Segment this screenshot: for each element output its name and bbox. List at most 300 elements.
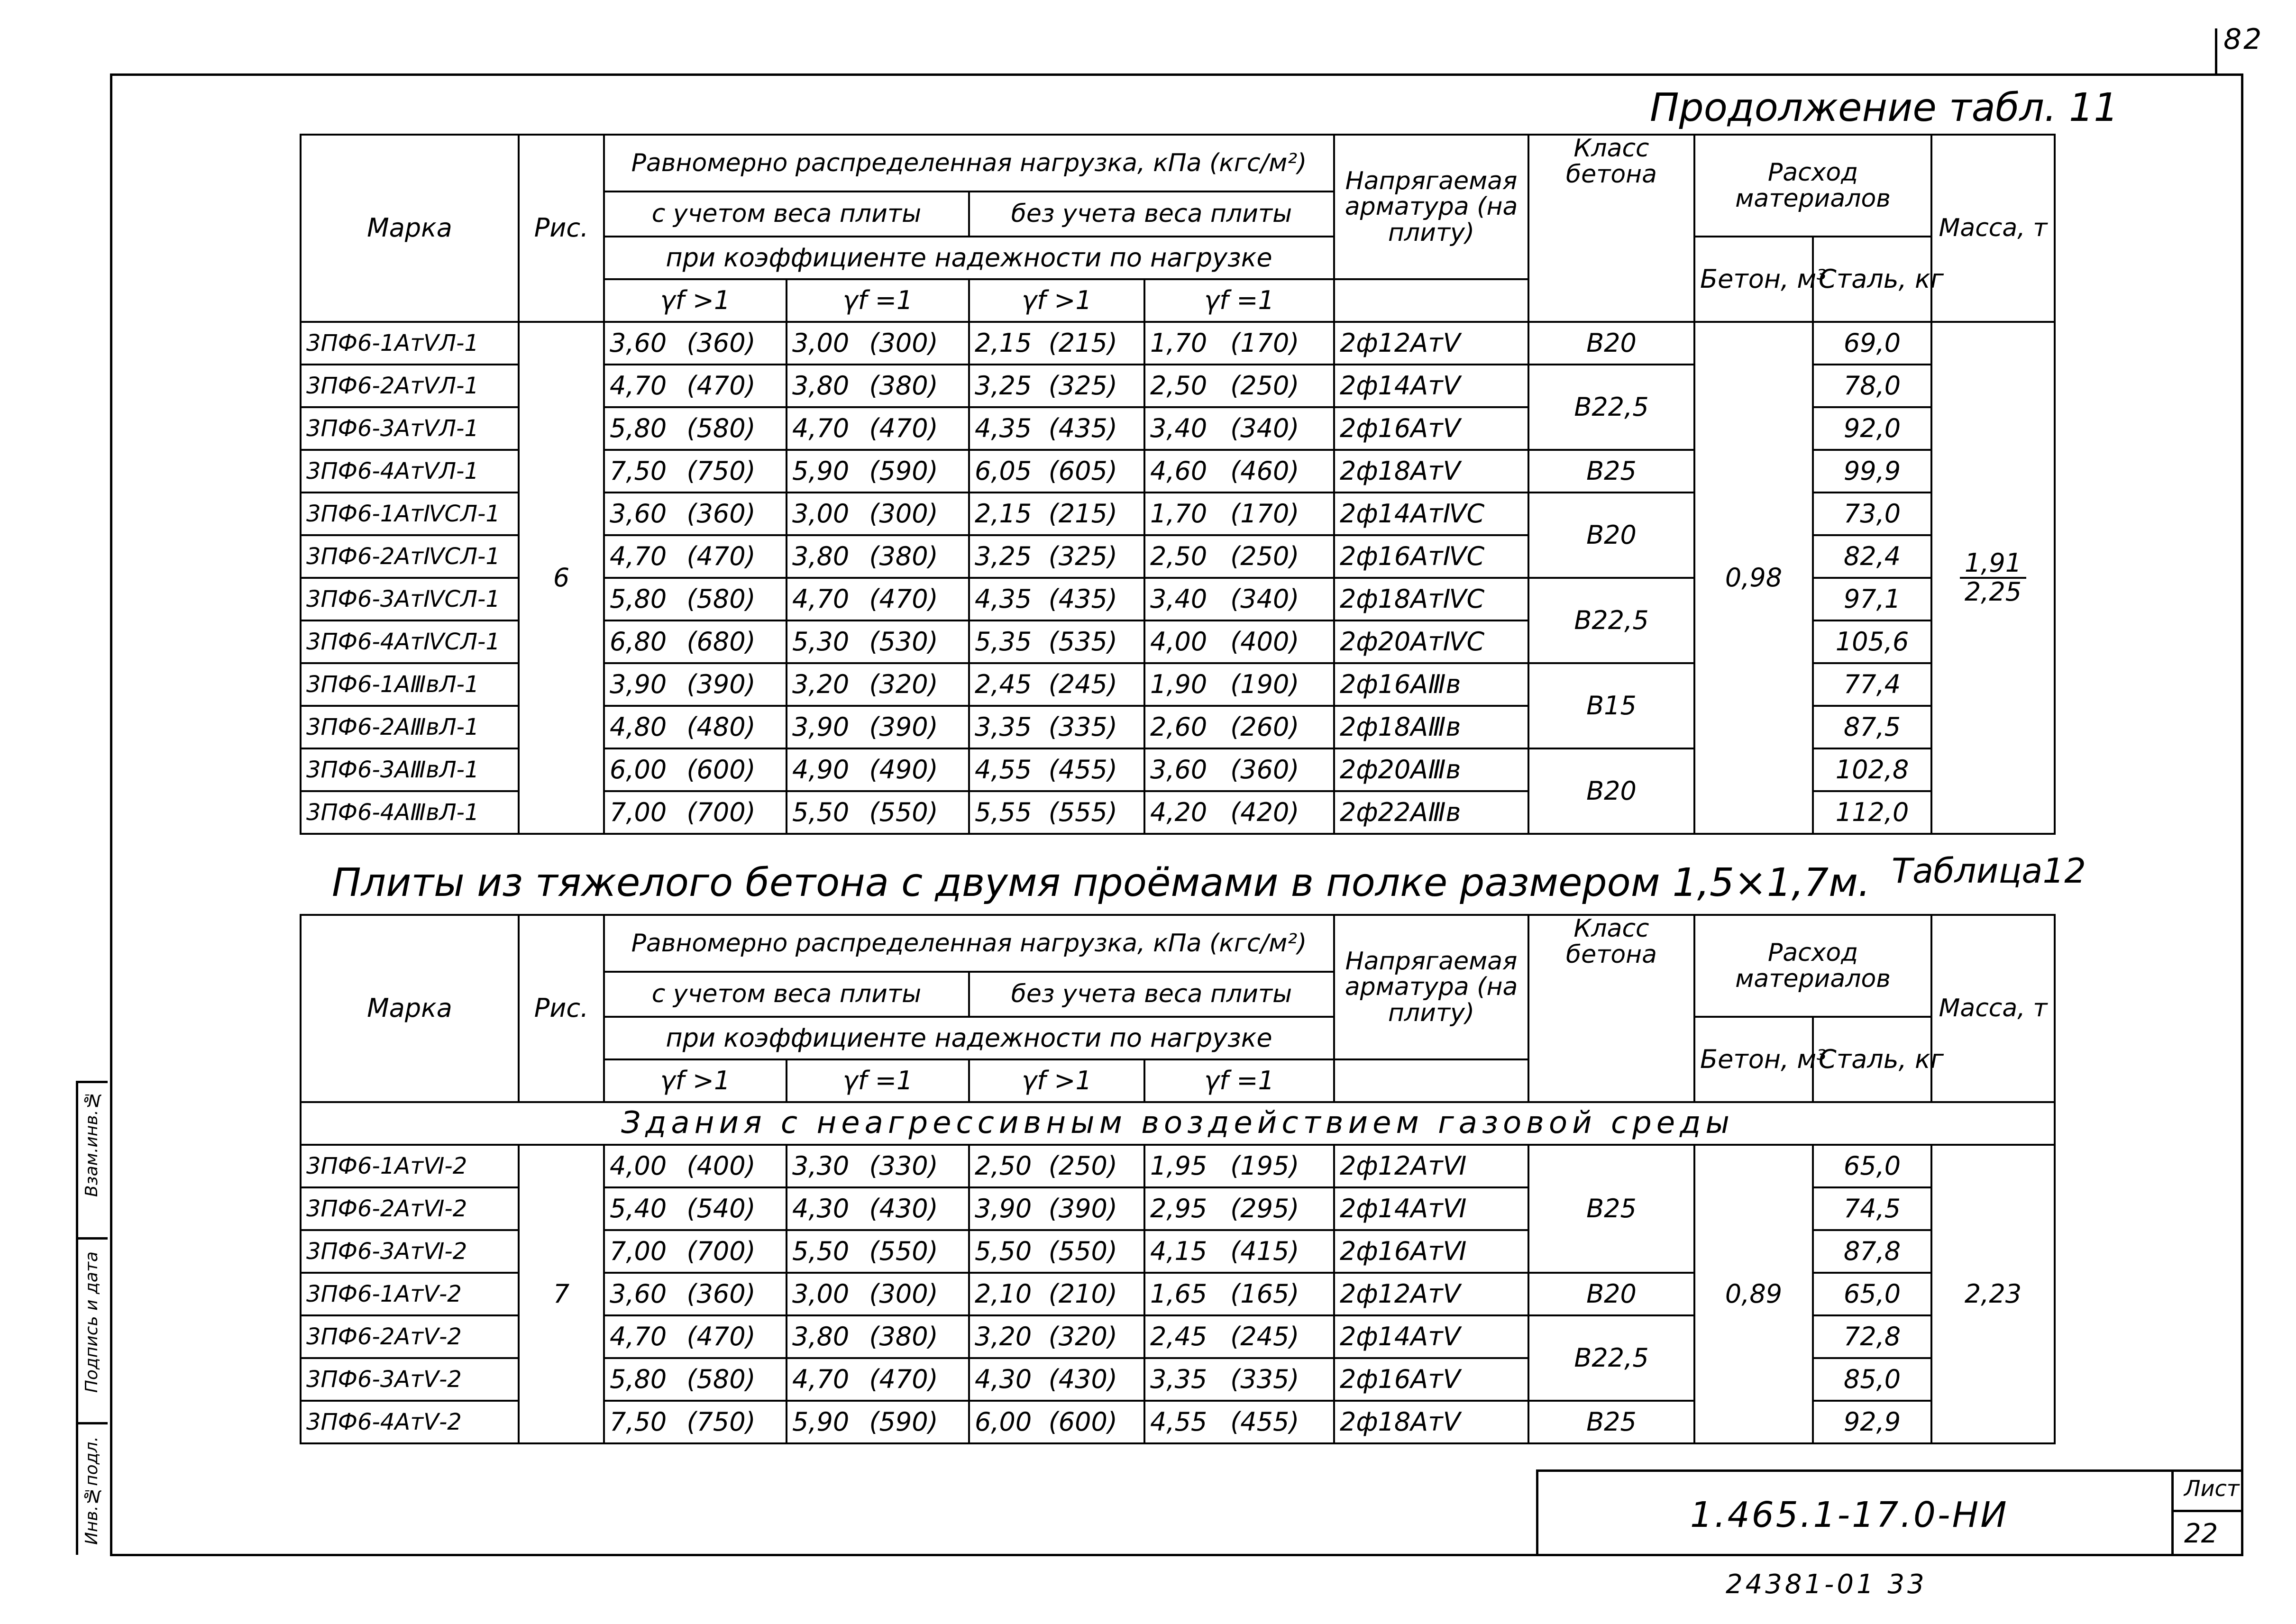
load-cell	[604, 1145, 787, 1187]
header-gf-gt1: γf >1	[604, 1059, 787, 1102]
load-kpa: 4,55	[975, 754, 1032, 785]
load-cell	[604, 1401, 787, 1443]
load-cell	[969, 1187, 1144, 1230]
header-gf-eq1: γf =1	[787, 279, 969, 322]
load-cell	[1144, 450, 1334, 493]
load-kpa: 4,70	[792, 1364, 850, 1394]
row-concrete-class: В20	[1528, 322, 1694, 365]
load-cell	[787, 493, 969, 535]
row-rebar: 2ф16АтⅣС	[1334, 535, 1528, 578]
load-cell	[604, 493, 787, 535]
row-mark: 3ПФ6-3АтⅣСЛ-1	[301, 578, 519, 620]
row-mark: 3ПФ6-1АтⅥ-2	[301, 1145, 519, 1187]
side-stamp-inventory: Инв.№подл.	[82, 1436, 101, 1545]
load-kpa: 3,60	[610, 498, 667, 529]
load-kpa: 3,30	[792, 1150, 850, 1181]
load-cell	[1144, 1401, 1334, 1443]
row-rebar: 2ф14АтⅤ	[1334, 365, 1528, 407]
row-concrete-volume: 0,98	[1694, 322, 1813, 834]
load-kgf: (300)	[869, 1278, 938, 1309]
load-kgf: (390)	[686, 669, 756, 699]
load-kpa: 4,00	[1150, 626, 1207, 657]
load-kgf: (480)	[686, 712, 756, 742]
load-kgf: (325)	[1048, 541, 1117, 571]
row-rebar: 2ф12АтⅥ	[1334, 1145, 1528, 1187]
row-mark: 3ПФ6-1АтⅤЛ-1	[301, 322, 519, 365]
load-kgf: (360)	[686, 328, 756, 358]
load-cell	[604, 663, 787, 706]
header-load: Равномерно распределенная нагрузка, кПа (кгс/м²)	[604, 915, 1334, 972]
load-cell	[787, 322, 969, 365]
load-kgf: (600)	[686, 754, 756, 785]
row-steel: 77,4	[1813, 663, 1931, 706]
row-mark: 3ПФ6-1АтⅤ-2	[301, 1273, 519, 1315]
row-mark: 3ПФ6-3АⅢвЛ-1	[301, 748, 519, 791]
load-kgf: (580)	[686, 1364, 756, 1394]
load-kpa: 4,60	[1150, 456, 1207, 486]
row-mark: 3ПФ6-2АтⅤ-2	[301, 1315, 519, 1358]
header-gf-gt1: γf >1	[969, 279, 1144, 322]
load-kpa: 2,50	[1150, 370, 1207, 401]
table-continuation-caption: Продолжение табл. 11	[1650, 85, 2119, 130]
header-without-weight: без учета веса плиты	[969, 972, 1334, 1017]
load-cell	[969, 407, 1144, 450]
load-kgf: (190)	[1230, 669, 1299, 699]
load-kpa: 4,35	[975, 413, 1032, 443]
load-kpa: 3,40	[1150, 584, 1207, 614]
load-cell	[604, 1315, 787, 1358]
header-load: Равномерно распределенная нагрузка, кПа (кгс/м²)	[604, 135, 1334, 192]
load-cell	[1144, 706, 1334, 748]
load-cell	[787, 365, 969, 407]
load-cell	[787, 1401, 969, 1443]
row-rebar: 2ф20АтⅣС	[1334, 620, 1528, 663]
load-cell	[787, 578, 969, 620]
load-cell	[787, 1315, 969, 1358]
row-steel: 85,0	[1813, 1358, 1931, 1401]
load-kpa: 2,50	[975, 1150, 1032, 1181]
load-kgf: (380)	[869, 370, 938, 401]
load-kpa: 2,60	[1150, 712, 1207, 742]
header-gf-gt1: γf >1	[604, 279, 787, 322]
load-kpa: 3,80	[792, 541, 850, 571]
row-mark: 3ПФ6-4АтⅣСЛ-1	[301, 620, 519, 663]
header-consumption: Расход материалов	[1694, 135, 1931, 237]
load-cell	[969, 1358, 1144, 1401]
load-cell	[1144, 663, 1334, 706]
load-kgf: (170)	[1230, 498, 1299, 529]
title-block	[1536, 1469, 2194, 1556]
load-kgf: (165)	[1230, 1278, 1299, 1309]
sheet-label: Лист	[2184, 1476, 2240, 1501]
header-coefficient: при коэффициенте надежности по нагрузке	[604, 1017, 1334, 1059]
load-kgf: (360)	[686, 498, 756, 529]
load-kpa: 4,70	[610, 541, 667, 571]
load-kpa: 4,30	[975, 1364, 1032, 1394]
load-cell	[1144, 578, 1334, 620]
load-kpa: 6,00	[610, 754, 667, 785]
load-kgf: (580)	[686, 413, 756, 443]
row-steel: 74,5	[1813, 1187, 1931, 1230]
load-cell	[969, 748, 1144, 791]
header-mark: Марка	[301, 135, 519, 322]
load-cell	[604, 535, 787, 578]
load-kpa: 5,40	[610, 1193, 667, 1223]
row-rebar: 2ф14АтⅥ	[1334, 1187, 1528, 1230]
load-kgf: (435)	[1048, 413, 1117, 443]
header-gf-gt1: γf >1	[969, 1059, 1144, 1102]
row-rebar: 2ф12АтⅤ	[1334, 322, 1528, 365]
load-kgf: (470)	[686, 541, 756, 571]
table-11-continuation	[300, 134, 2056, 835]
load-kpa: 4,30	[792, 1193, 850, 1223]
load-kpa: 4,15	[1150, 1236, 1207, 1266]
load-kgf: (300)	[869, 498, 938, 529]
load-kpa: 4,70	[792, 413, 850, 443]
load-cell	[969, 1273, 1144, 1315]
header-with-weight: с учетом веса плиты	[604, 192, 969, 237]
load-kgf: (470)	[686, 1321, 756, 1351]
load-cell	[787, 1358, 969, 1401]
load-kgf: (460)	[1230, 456, 1299, 486]
header-concrete: Бетон, м³	[1694, 1017, 1813, 1102]
load-kgf: (295)	[1230, 1193, 1299, 1223]
load-cell	[604, 365, 787, 407]
row-rebar: 2ф20АⅢв	[1334, 748, 1528, 791]
load-cell	[969, 663, 1144, 706]
row-concrete-class: В25	[1528, 450, 1694, 493]
load-kpa: 5,50	[975, 1236, 1032, 1266]
load-cell	[604, 407, 787, 450]
load-cell	[1144, 535, 1334, 578]
load-kgf: (170)	[1230, 328, 1299, 358]
load-kpa: 1,90	[1150, 669, 1207, 699]
load-kpa: 4,55	[1150, 1406, 1207, 1437]
row-rebar: 2ф14АтⅤ	[1334, 1315, 1528, 1358]
load-kgf: (260)	[1230, 712, 1299, 742]
load-cell	[1144, 1315, 1334, 1358]
load-kgf: (250)	[1230, 370, 1299, 401]
load-kgf: (605)	[1048, 456, 1117, 486]
load-kgf: (420)	[1230, 797, 1299, 827]
load-kgf: (360)	[686, 1278, 756, 1309]
load-kpa: 3,00	[792, 1278, 850, 1309]
bottom-number: 24381-01 33	[1726, 1569, 1927, 1600]
row-steel: 65,0	[1813, 1145, 1931, 1187]
row-concrete-class: В20	[1528, 1273, 1694, 1315]
load-cell	[1144, 407, 1334, 450]
load-kgf: (750)	[686, 1406, 756, 1437]
load-kpa: 1,65	[1150, 1278, 1207, 1309]
load-cell	[604, 450, 787, 493]
row-mark: 3ПФ6-4АтⅤ-2	[301, 1401, 519, 1443]
row-mass	[1931, 322, 2055, 834]
row-steel: 82,4	[1813, 535, 1931, 578]
load-cell	[969, 322, 1144, 365]
load-kgf: (210)	[1048, 1278, 1117, 1309]
row-steel: 87,8	[1813, 1230, 1931, 1273]
corner-number: 82	[2223, 23, 2264, 56]
header-with-weight: с учетом веса плиты	[604, 972, 969, 1017]
load-kpa: 5,30	[792, 626, 850, 657]
table-row	[301, 1145, 2055, 1187]
load-kgf: (245)	[1230, 1321, 1299, 1351]
row-concrete-volume: 0,89	[1694, 1145, 1813, 1443]
load-kpa: 3,20	[792, 669, 850, 699]
load-cell	[1144, 1273, 1334, 1315]
load-kpa: 3,35	[975, 712, 1032, 742]
side-stamp-replace: Взам.инв.№	[82, 1090, 101, 1197]
load-kpa: 6,00	[975, 1406, 1032, 1437]
row-rebar: 2ф18АⅢв	[1334, 706, 1528, 748]
row-concrete-class: В15	[1528, 663, 1694, 748]
load-kpa: 3,90	[792, 712, 850, 742]
row-mark: 3ПФ6-3АтⅥ-2	[301, 1230, 519, 1273]
load-cell	[604, 1230, 787, 1273]
load-kpa: 3,80	[792, 1321, 850, 1351]
load-kgf: (250)	[1048, 1150, 1117, 1181]
load-kgf: (590)	[869, 456, 938, 486]
load-kpa: 3,90	[975, 1193, 1032, 1223]
row-steel: 92,9	[1813, 1401, 1931, 1443]
load-cell	[787, 1273, 969, 1315]
row-mark: 3ПФ6-4АⅢвЛ-1	[301, 791, 519, 834]
header-steel: Сталь, кг	[1813, 1017, 1931, 1102]
load-cell	[1144, 1145, 1334, 1187]
row-steel: 92,0	[1813, 407, 1931, 450]
row-rebar: 2ф22АⅢв	[1334, 791, 1528, 834]
row-concrete-class: В20	[1528, 748, 1694, 834]
header-coefficient: при коэффициенте надежности по нагрузке	[604, 237, 1334, 279]
row-mark: 3ПФ6-2АтⅤЛ-1	[301, 365, 519, 407]
row-steel: 102,8	[1813, 748, 1931, 791]
load-kgf: (530)	[869, 626, 938, 657]
row-figure: 7	[519, 1145, 604, 1443]
load-kpa: 3,60	[610, 328, 667, 358]
load-kgf: (390)	[869, 712, 938, 742]
load-kpa: 3,60	[1150, 754, 1207, 785]
side-stamp-signature: Подпись и дата	[82, 1251, 101, 1393]
load-cell	[1144, 791, 1334, 834]
load-kgf: (430)	[1048, 1364, 1117, 1394]
load-kgf: (455)	[1230, 1406, 1299, 1437]
load-kgf: (700)	[686, 797, 756, 827]
load-kpa: 3,25	[975, 370, 1032, 401]
load-kgf: (215)	[1048, 498, 1117, 529]
load-kgf: (340)	[1230, 413, 1299, 443]
load-cell	[787, 748, 969, 791]
load-kpa: 1,95	[1150, 1150, 1207, 1181]
load-kpa: 2,10	[975, 1278, 1032, 1309]
load-kgf: (360)	[1230, 754, 1299, 785]
load-cell	[969, 578, 1144, 620]
header-fig: Рис.	[519, 135, 604, 322]
load-cell	[604, 620, 787, 663]
row-steel: 78,0	[1813, 365, 1931, 407]
row-rebar: 2ф12АтⅤ	[1334, 1273, 1528, 1315]
row-mark: 3ПФ6-4АтⅤЛ-1	[301, 450, 519, 493]
load-kgf: (470)	[686, 370, 756, 401]
load-cell	[604, 1187, 787, 1230]
load-kpa: 2,45	[1150, 1321, 1207, 1351]
row-concrete-class: В25	[1528, 1401, 1694, 1443]
row-rebar: 2ф16АⅢв	[1334, 663, 1528, 706]
row-mark: 3ПФ6-2АтⅣСЛ-1	[301, 535, 519, 578]
load-cell	[969, 1315, 1144, 1358]
load-cell	[604, 322, 787, 365]
load-kpa: 7,00	[610, 797, 667, 827]
load-kpa: 6,80	[610, 626, 667, 657]
row-mark: 3ПФ6-1АтⅣСЛ-1	[301, 493, 519, 535]
load-kpa: 4,90	[792, 754, 850, 785]
header-rebar-empty	[1334, 1059, 1528, 1102]
row-steel: 87,5	[1813, 706, 1931, 748]
load-kgf: (340)	[1230, 584, 1299, 614]
frame-tick	[2215, 28, 2217, 73]
load-cell	[787, 663, 969, 706]
load-kgf: (700)	[686, 1236, 756, 1266]
load-kpa: 4,70	[610, 1321, 667, 1351]
load-kpa: 2,15	[975, 498, 1032, 529]
load-kgf: (320)	[869, 669, 938, 699]
load-cell	[969, 1145, 1144, 1187]
header-gf-eq1: γf =1	[1144, 1059, 1334, 1102]
load-kgf: (380)	[869, 1321, 938, 1351]
load-cell	[969, 450, 1144, 493]
load-kgf: (400)	[686, 1150, 756, 1181]
load-cell	[787, 535, 969, 578]
row-mass: 2,23	[1931, 1145, 2055, 1443]
load-kgf: (320)	[1048, 1321, 1117, 1351]
load-cell	[1144, 493, 1334, 535]
header-rebar-empty	[1334, 279, 1528, 322]
row-figure: 6	[519, 322, 604, 834]
load-kgf: (415)	[1230, 1236, 1299, 1266]
load-kgf: (470)	[869, 413, 938, 443]
header-concrete-class: Класс бетона	[1528, 135, 1694, 322]
document-code: 1.465.1-17.0-НИ	[1690, 1495, 2009, 1535]
header-consumption: Расход материалов	[1694, 915, 1931, 1017]
load-kpa: 4,80	[610, 712, 667, 742]
header-concrete: Бетон, м³	[1694, 237, 1813, 322]
load-cell	[969, 620, 1144, 663]
header-mark: Марка	[301, 915, 519, 1102]
load-kpa: 1,70	[1150, 328, 1207, 358]
load-kgf: (430)	[869, 1193, 938, 1223]
load-cell	[604, 578, 787, 620]
load-cell	[969, 535, 1144, 578]
table-12-title: Плиты из тяжелого бетона с двумя проёмами в полке размером 1,5×1,7м.	[332, 860, 1871, 905]
load-kpa: 2,45	[975, 669, 1032, 699]
mass-value-1: 1,91	[1960, 550, 2026, 579]
section-row: Здания с неагрессивным воздействием газовой среды	[301, 1102, 2055, 1145]
row-rebar: 2ф16АтⅥ	[1334, 1230, 1528, 1273]
load-kgf: (550)	[869, 1236, 938, 1266]
sheet-number: 22	[2184, 1518, 2218, 1549]
load-kgf: (550)	[869, 797, 938, 827]
side-stamp	[76, 1081, 105, 1555]
load-cell	[1144, 322, 1334, 365]
row-rebar: 2ф18АтⅤ	[1334, 1401, 1528, 1443]
load-kgf: (540)	[686, 1193, 756, 1223]
load-cell	[787, 706, 969, 748]
table-12	[300, 914, 2056, 1444]
load-kpa: 2,50	[1150, 541, 1207, 571]
load-kgf: (535)	[1048, 626, 1117, 657]
load-cell	[604, 1273, 787, 1315]
load-kgf: (215)	[1048, 328, 1117, 358]
load-cell	[787, 1230, 969, 1273]
load-kpa: 3,40	[1150, 413, 1207, 443]
load-cell	[604, 791, 787, 834]
load-cell	[787, 620, 969, 663]
row-steel: 65,0	[1813, 1273, 1931, 1315]
header-gf-eq1: γf =1	[1144, 279, 1334, 322]
load-kgf: (250)	[1230, 541, 1299, 571]
row-steel: 73,0	[1813, 493, 1931, 535]
load-cell	[787, 791, 969, 834]
row-steel: 99,9	[1813, 450, 1931, 493]
header-mass: Масса, т	[1931, 135, 2055, 322]
load-kpa: 4,35	[975, 584, 1032, 614]
row-mark: 3ПФ6-1АⅢвЛ-1	[301, 663, 519, 706]
header-rebar: Напрягаемая арматура (на плиту)	[1334, 135, 1528, 279]
load-kgf: (600)	[1048, 1406, 1117, 1437]
load-kpa: 5,35	[975, 626, 1032, 657]
load-kgf: (330)	[869, 1150, 938, 1181]
load-kpa: 4,20	[1150, 797, 1207, 827]
row-concrete-class: В22,5	[1528, 365, 1694, 450]
row-concrete-class: В22,5	[1528, 1315, 1694, 1401]
load-kpa: 5,80	[610, 1364, 667, 1394]
header-without-weight: без учета веса плиты	[969, 192, 1334, 237]
load-kgf: (400)	[1230, 626, 1299, 657]
row-rebar: 2ф18АтⅤ	[1334, 450, 1528, 493]
row-mark: 3ПФ6-3АтⅤЛ-1	[301, 407, 519, 450]
load-kpa: 7,50	[610, 1406, 667, 1437]
row-mark: 3ПФ6-2АтⅥ-2	[301, 1187, 519, 1230]
load-kgf: (195)	[1230, 1150, 1299, 1181]
load-kpa: 3,00	[792, 498, 850, 529]
load-kpa: 5,90	[792, 1406, 850, 1437]
load-kgf: (680)	[686, 626, 756, 657]
load-kpa: 5,90	[792, 456, 850, 486]
row-steel: 97,1	[1813, 578, 1931, 620]
load-kgf: (300)	[869, 328, 938, 358]
header-fig: Рис.	[519, 915, 604, 1102]
load-kgf: (455)	[1048, 754, 1117, 785]
load-kpa: 3,25	[975, 541, 1032, 571]
load-kpa: 3,00	[792, 328, 850, 358]
load-cell	[969, 791, 1144, 834]
load-kgf: (750)	[686, 456, 756, 486]
load-cell	[1144, 748, 1334, 791]
load-kpa: 7,50	[610, 456, 667, 486]
header-mass: Масса, т	[1931, 915, 2055, 1102]
row-rebar: 2ф18АтⅣС	[1334, 578, 1528, 620]
load-cell	[969, 365, 1144, 407]
load-cell	[1144, 1187, 1334, 1230]
load-kgf: (550)	[1048, 1236, 1117, 1266]
load-kpa: 5,50	[792, 1236, 850, 1266]
load-kpa: 4,70	[792, 584, 850, 614]
load-kpa: 5,50	[792, 797, 850, 827]
load-kpa: 7,00	[610, 1236, 667, 1266]
load-kgf: (325)	[1048, 370, 1117, 401]
row-concrete-class: В20	[1528, 493, 1694, 578]
load-kgf: (435)	[1048, 584, 1117, 614]
load-kgf: (580)	[686, 584, 756, 614]
